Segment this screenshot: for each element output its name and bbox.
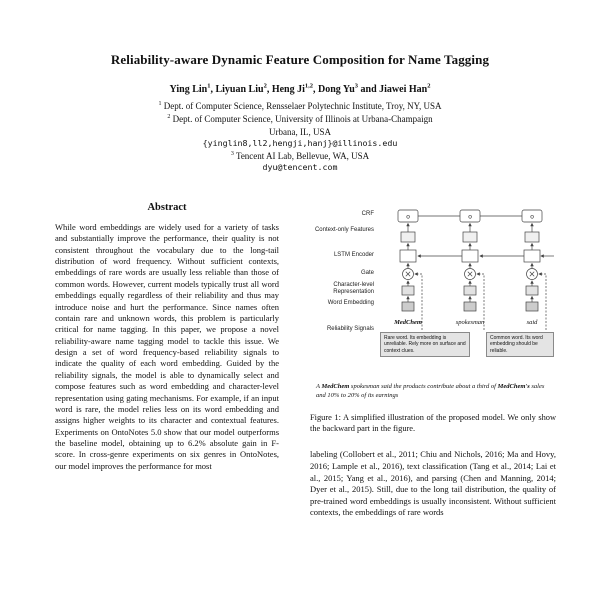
paper-title: Reliability-aware Dynamic Feature Composition for Name Tagging (110, 52, 490, 67)
right-column (310, 196, 556, 519)
author (272, 84, 318, 95)
input-word: MedChem (394, 318, 422, 326)
input-word: spokesman (455, 318, 485, 326)
authors-line (0, 83, 600, 95)
crf-node-label: o (468, 213, 472, 221)
example-segment: A (316, 382, 322, 390)
crf-node-label: o (406, 213, 410, 221)
abstract-heading: Abstract (147, 201, 187, 213)
affiliations-block (0, 100, 600, 174)
author-name: Liyuan Liu (215, 84, 264, 96)
author (379, 84, 430, 95)
example-segment-bold: MedChem (321, 382, 350, 390)
figure-caption: Figure 1: A simplified illustration of the proposed model. We only show the backward part in the figure. (310, 412, 556, 434)
figure-label-lstm: LSTM Encoder (333, 251, 374, 258)
two-column-body (0, 196, 600, 519)
input-word: said (526, 318, 538, 326)
figure-label-reliability: Reliability Signals (326, 325, 374, 332)
left-column (44, 196, 290, 519)
affiliation-line (0, 126, 600, 139)
author-separator: and (358, 84, 380, 96)
author-affil-mark: 1 (207, 83, 211, 90)
author-separator: , (266, 84, 272, 96)
author-separator: , (210, 84, 216, 96)
author-name: Dong Yu (318, 84, 355, 96)
example-segment: sales and 10% to 20% of its earnings (316, 382, 545, 400)
network-diagram-svg (378, 206, 556, 331)
example-segment: spokesman said the products contribute about a third of (349, 382, 498, 390)
author-affil-mark: 2 (427, 83, 431, 90)
figure-label-context: Context-only Features (314, 226, 374, 233)
model-diagram (310, 206, 556, 376)
abstract-text: While word embeddings are widely used for a variety of tasks and substantially improve the performance, their quality is not consistent throughout the vocabulary due to the long-tail distribution of word frequency. Without sufficient contexts, embeddings of rare words are usually less reliable than those of common words. However, current models typically trust all word embeddings equally regardless of their reliability and thus may introduce noise and hurt the performance. Since names often contain rare and unknown words, this problem is particularly critical for name tagging. In this paper, we propose a novel reliability-aware name tagging model to tackle this issue. We design a set of word frequency-based reliability signals to indicate the quality of each word embedding. Guided by the reliability signals, the model is able to dynamically select and compose features such as word embedding and character-level representation using gating mechanisms. For example, if an input word is rare, the model relies less on its word embedding and assigns higher weights to its character and contextual features. Experiments on OntoNotes 5.0 show that our model outperforms the baseline model, obtaining up to 6.2% absolute gain in F-score. In cross-genre experiments on six genres in OntoNotes, our model improves the performance for most (55, 221, 279, 471)
figure-label-crf: CRF (361, 210, 374, 217)
author (318, 84, 379, 95)
author-name: Jiawei Han (379, 84, 428, 96)
crf-node-label: o (530, 213, 534, 221)
affil-text: Tencent AI Lab, Bellevue, WA, USA (233, 150, 370, 161)
affiliation-line (0, 113, 600, 126)
affiliation-line (0, 100, 600, 113)
author-affil-mark: 1,2 (304, 83, 313, 90)
email-group: {yinglin8,ll2,hengji,hanj}@illinois.edu (202, 138, 398, 149)
affil-mark: 2 (167, 113, 171, 120)
example-sentence (310, 382, 556, 401)
note-common-word: Common word. Its word embedding should be reliable. (486, 332, 554, 358)
affil-text: Dept. of Computer Science, Rensselaer Polytechnic Institute, Troy, NY, USA (161, 101, 442, 112)
body-paragraph: labeling (Collobert et al., 2011; Chiu and Nichols, 2016; Ma and Hovy, 2016; Lample et al., 2016), text classification (Tang et al., 2014; Lai et al., 2015; Yang et al., 2016), and parsing (Chen and Manning, 2014; Dyer et al., 2015). Still, due to the long tail distribution, the quality of pre-trained word embeddings is usually inconsistent. Without sufficient contexts, the embeddings of rare words (310, 449, 556, 518)
affil-mark: 3 (230, 150, 234, 157)
figure-label-char: Character-level Representation (333, 281, 374, 295)
author (170, 84, 216, 95)
figure-1 (310, 206, 556, 435)
affiliation-line (0, 150, 600, 163)
email-tencent: dyu@tencent.com (262, 162, 338, 173)
note-rare-word: Rare word. Its embedding is unreliable. Rely more on surface and context clues. (380, 332, 470, 358)
example-segment-bold: MedChem's (497, 382, 530, 390)
affil-mark: 1 (158, 101, 162, 108)
affil-text: Urbana, IL, USA (269, 126, 331, 137)
author-name: Ying Lin (169, 84, 208, 96)
figure-label-gate: Gate (360, 269, 374, 276)
author-affil-mark: 3 (354, 83, 359, 90)
author-name: Heng Ji (271, 84, 305, 96)
author-affil-mark: 2 (263, 83, 267, 90)
author-separator: , (313, 84, 318, 96)
figure-label-word: Word Embedding (327, 299, 374, 306)
author (215, 84, 271, 95)
affil-text: Dept. of Computer Science, University of Illinois at Urbana-Champaign (170, 113, 433, 124)
